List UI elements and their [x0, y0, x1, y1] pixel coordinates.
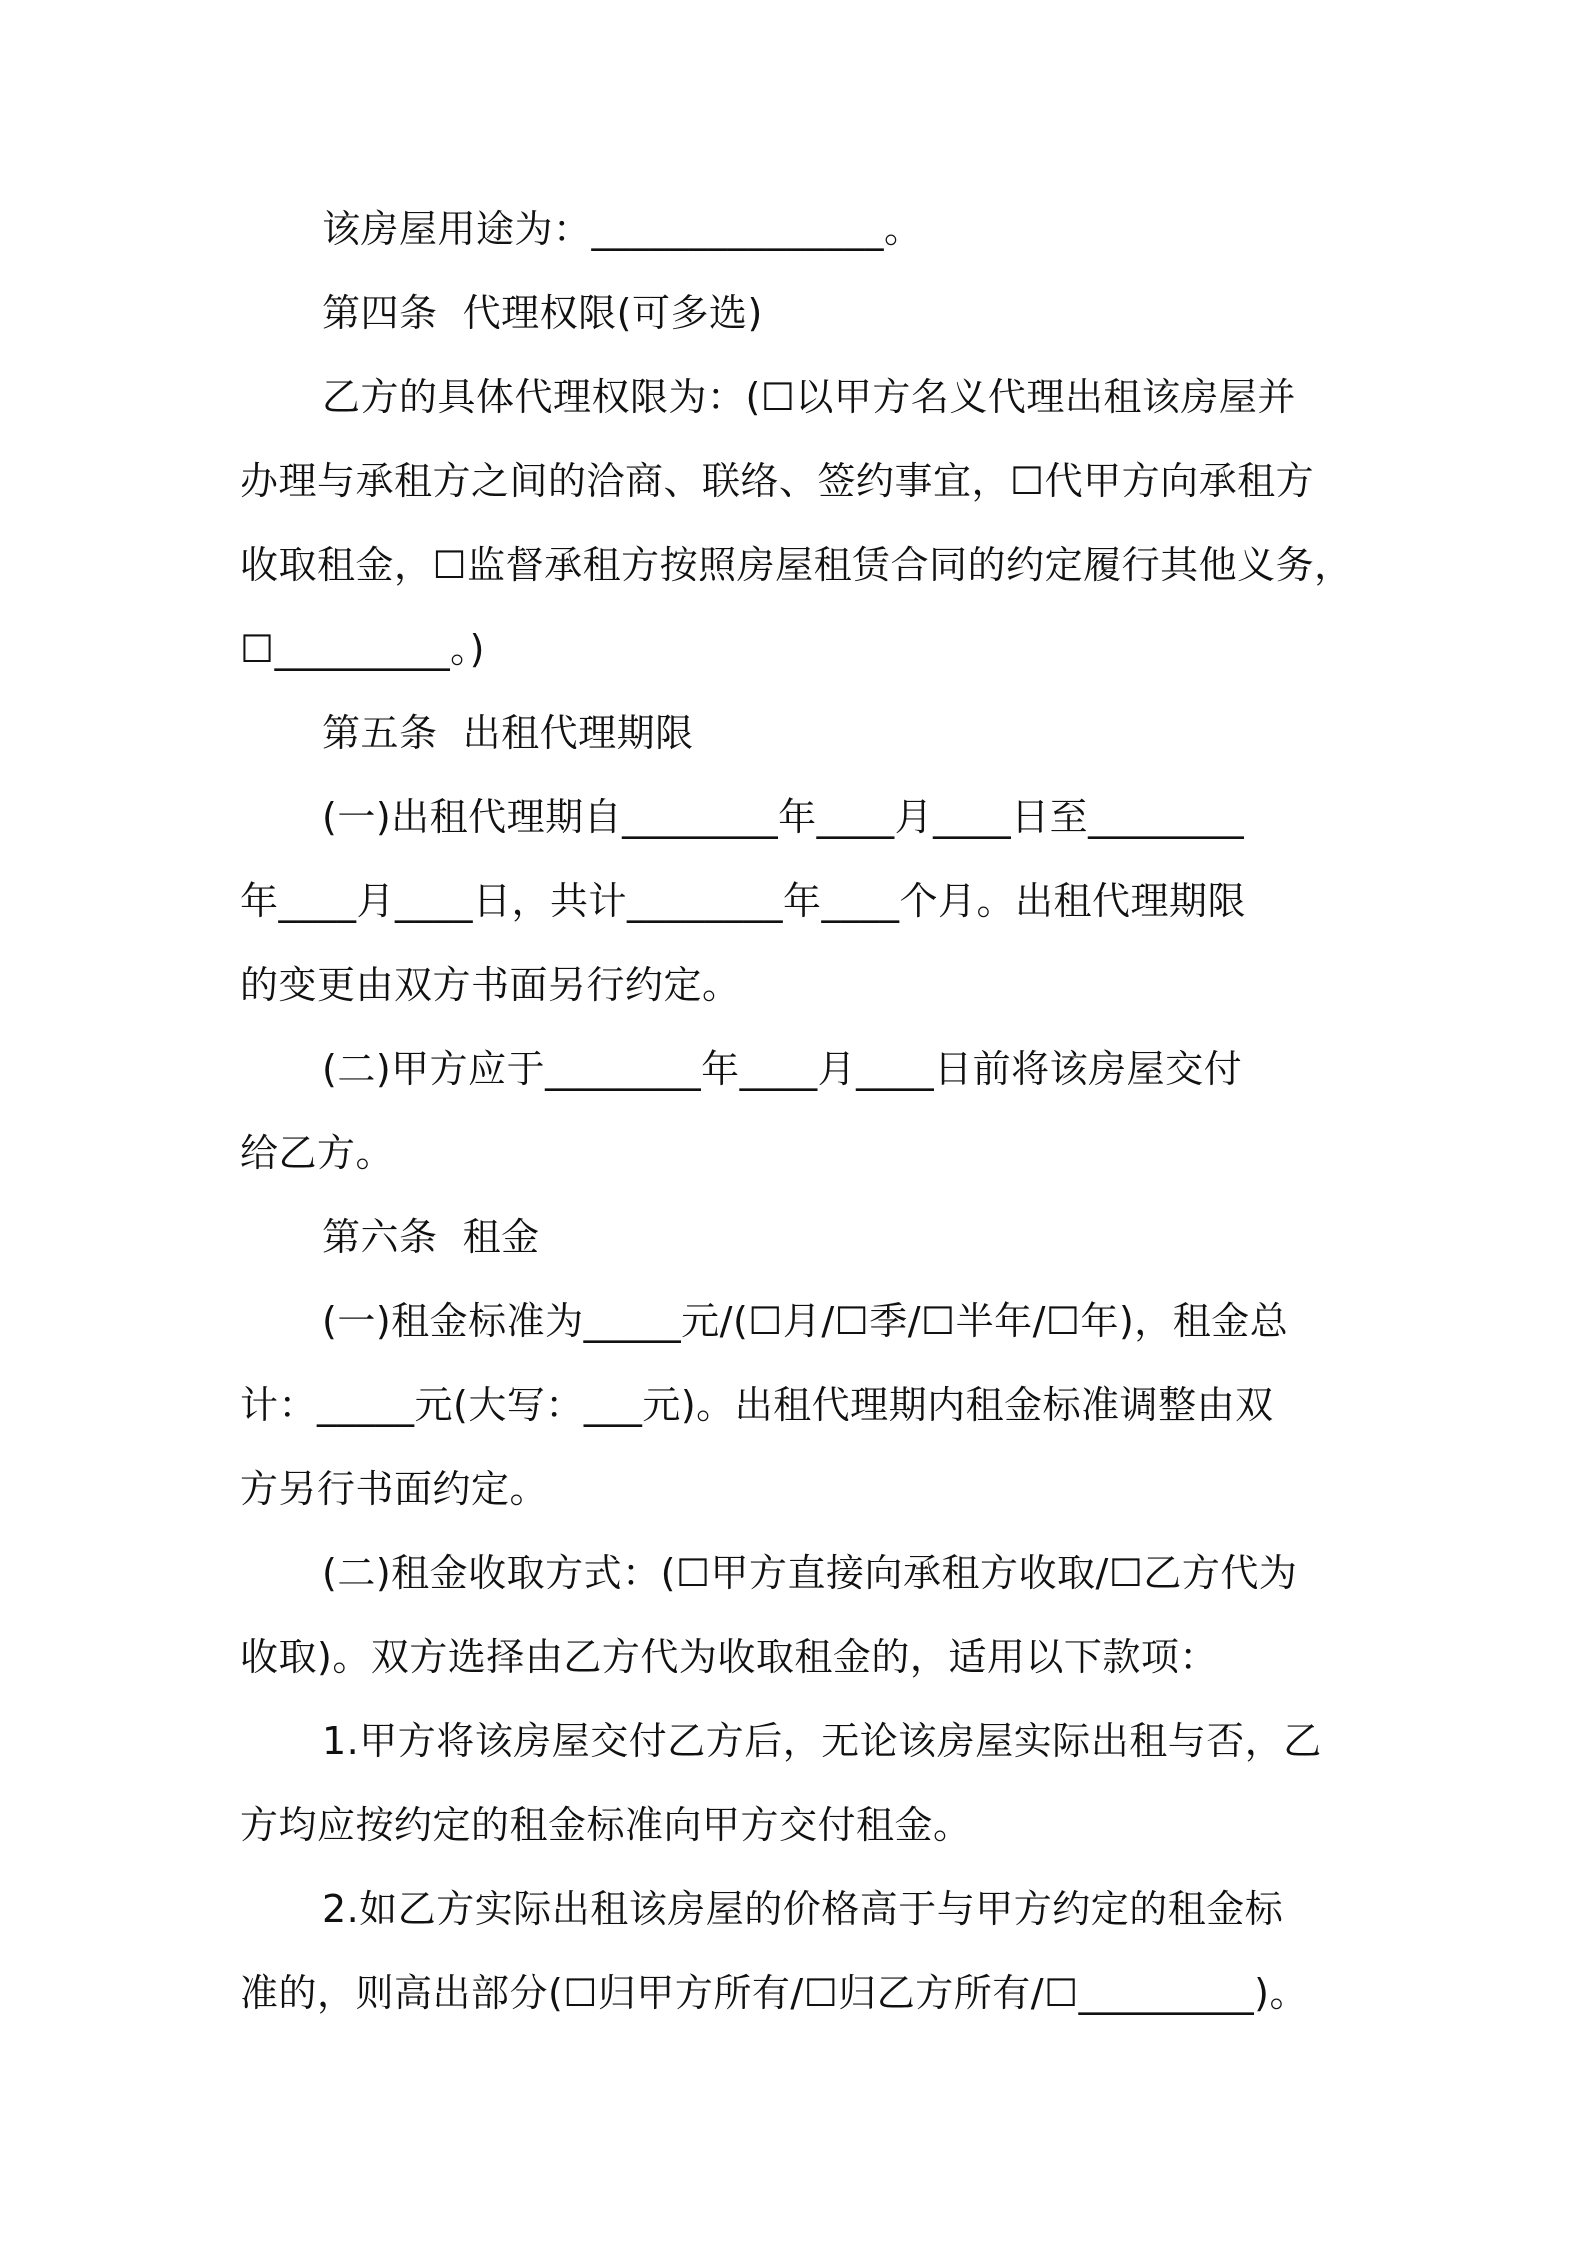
article-5-text-line: 给乙方。: [240, 1131, 395, 1175]
article-6-heading: 第六条 租金: [322, 1215, 540, 1259]
article-6-text-line: 方另行书面约定。: [240, 1467, 549, 1511]
article-5-text-line: 年____月____日，共计________年____个月。出租代理期限: [240, 879, 1247, 923]
article-4-text-line: 办理与承租方之间的洽商、联络、签约事宜，☐代甲方向承租方: [240, 459, 1315, 503]
article-6-text-line: 方均应按约定的租金标准向甲方交付租金。: [240, 1803, 972, 1847]
purpose-line: 该房屋用途为：_______________。: [322, 207, 923, 251]
article-5-heading: 第五条 出租代理期限: [322, 711, 694, 755]
article-6-text-line: 计：_____元(大写：___元)。出租代理期内租金标准调整由双: [240, 1383, 1274, 1427]
article-4-text-line: 乙方的具体代理权限为：(☐以甲方名义代理出租该房屋并: [322, 375, 1296, 419]
article-4-heading: 第四条 代理权限(可多选): [322, 291, 763, 335]
article-6-text-line: 1.甲方将该房屋交付乙方后，无论该房屋实际出租与否，乙: [322, 1719, 1322, 1763]
article-4-text-line: ☐_________。): [240, 627, 485, 671]
article-5-text-line: (一)出租代理期自________年____月____日至________: [322, 795, 1245, 839]
article-5-text-line: (二)甲方应于________年____月____日前将该房屋交付: [322, 1047, 1243, 1091]
article-5-text-line: 的变更由双方书面另行约定。: [240, 963, 741, 1007]
article-6-text-line: (二)租金收取方式：(☐甲方直接向承租方收取/☐乙方代为: [322, 1551, 1298, 1595]
article-6-text-line: 准的，则高出部分(☐归甲方所有/☐归乙方所有/☐_________)。: [240, 1971, 1308, 2015]
article-4-text-line: 收取租金，☐监督承租方按照房屋租赁合同的约定履行其他义务，: [240, 543, 1353, 587]
article-6-text-line: 2.如乙方实际出租该房屋的价格高于与甲方约定的租金标: [322, 1887, 1284, 1931]
article-6-text-line: (一)租金标准为_____元/(☐月/☐季/☐半年/☐年)，租金总: [322, 1299, 1289, 1343]
article-6-text-line: 收取)。双方选择由乙方代为收取租金的，适用以下款项：: [240, 1635, 1218, 1679]
